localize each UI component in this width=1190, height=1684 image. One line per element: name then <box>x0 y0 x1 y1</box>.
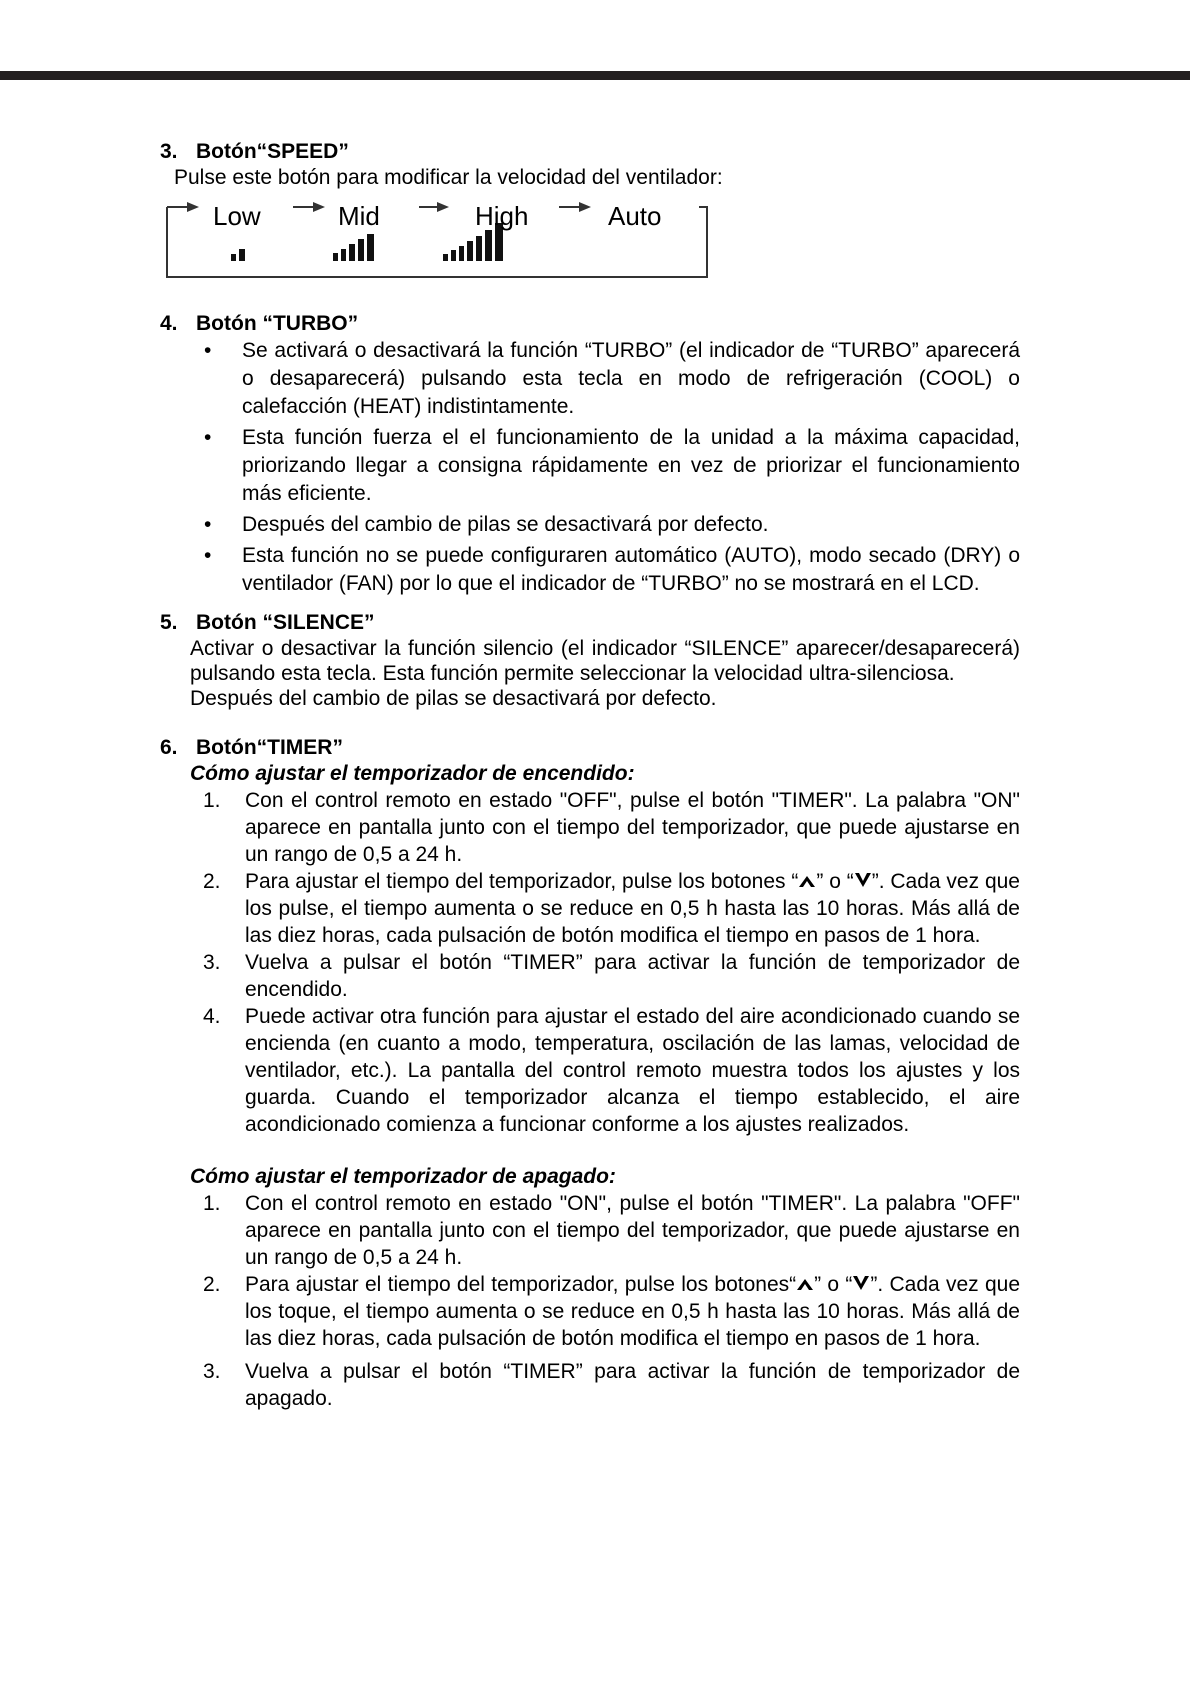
fan-speed-diagram <box>165 197 705 275</box>
header-rule <box>0 71 1190 80</box>
down-arrow-icon <box>852 1275 870 1291</box>
signal-bars-mid-icon <box>333 234 374 261</box>
speed-intro: Pulse este botón para modificar la velocidad del ventilador: <box>174 166 723 189</box>
list-item: 1. Con el control remoto en estado "OFF", pulse el botón "TIMER". La palabra "ON" aparece en pantalla junto con el tiempo del temporizador, que puede ajustarse en un rango de 0,5 a 24 h. <box>203 789 1020 866</box>
silence-heading: 5. Botón “SILENCE” <box>160 611 375 634</box>
list-item: 3. Vuelva a pulsar el botón “TIMER” para activar la función de temporizador de apagado. <box>203 1360 1020 1410</box>
arrow-icon <box>313 202 325 212</box>
signal-bars-low-icon <box>231 249 245 261</box>
page-content <box>160 139 1020 1412</box>
list-item: 1. Con el control remoto en estado "ON", pulse el botón "TIMER". La palabra "OFF" aparece en pantalla junto con el tiempo del temporizador, que puede ajustarse en un rango de 0,5 a 24 h. <box>203 1192 1020 1269</box>
speed-label-low: Low <box>213 201 261 231</box>
list-item: • Esta función no se puede configuraren automático (AUTO), modo secado (DRY) o ventilador (FAN) por lo que el indicador de “TURBO” no se mostrará en el LCD. <box>242 542 1020 598</box>
timer-heading: 6. Botón“TIMER” <box>160 736 343 759</box>
turbo-heading: 4. Botón “TURBO” <box>160 312 359 335</box>
arrow-icon <box>187 202 199 212</box>
timer-off-steps <box>160 1190 1020 1412</box>
silence-paragraph: Activar o desactivar la función silencio (el indicador “SILENCE” aparecer/desaparecerá) pulsando esta tecla. Esta función permite seleccionar la velocidad ultra-silenciosa. <box>190 637 1020 685</box>
list-item: • Después del cambio de pilas se desactivará por defecto. <box>242 511 1020 539</box>
speed-heading: 3. Botón“SPEED” <box>160 140 349 163</box>
list-item: • Esta función fuerza el el funcionamiento de la unidad a la máxima capacidad, priorizando llegar a consigna rápidamente en vez de priorizar el funcionamiento más eficiente. <box>242 424 1020 508</box>
speed-label-high: High <box>475 201 529 231</box>
list-item: 3. Vuelva a pulsar el botón “TIMER” para activar la función de temporizador de encendido. <box>203 951 1020 1001</box>
list-item: 4. Puede activar otra función para ajustar el estado del aire acondicionado cuando se encienda (en cuanto a modo, temperatura, oscilación de las lamas, velocidad de ventilador, etc.). La pantalla del control remoto muestra todos los ajustes y los guarda. Cuando el temporizador alcanza el tiempo establecido, el aire acondicionado comienza a funcionar conforme a los ajustes realizados. <box>203 1005 1020 1136</box>
up-arrow-icon <box>796 1277 814 1291</box>
list-item: • Se activará o desactivará la función “TURBO” (el indicador de “TURBO” aparecerá o desaparecerá) pulsando esta tecla en modo de refrigeración (COOL) o calefacción (HEAT) indistintamente. <box>242 337 1020 421</box>
list-item: 2. Para ajustar el tiempo del temporizador, pulse los botones “ ” o “ ”. Cada vez que los pulse, el tiempo aumenta o se reduce en 0,5 h hasta las 10 horas. Más allá de las diez horas, cada pulsación de botón modifica el tiempo en pasos de 1 hora. <box>203 870 1020 947</box>
silence-note: Después del cambio de pilas se desactivará por defecto. <box>190 687 717 710</box>
up-arrow-icon <box>798 874 816 888</box>
timer-on-subtitle: Cómo ajustar el temporizador de encendido: <box>190 762 635 785</box>
list-item: 2. Para ajustar el tiempo del temporizador, pulse los botones“ ” o “ ”. Cada vez que los toque, el tiempo aumenta o se reduce en 0,5 h hasta las 10 horas. Más allá de las diez horas, cada pulsación de botón modifica el tiempo en pasos de 1 hora. <box>203 1273 1020 1350</box>
speed-label-auto: Auto <box>608 201 662 231</box>
arrow-icon <box>579 202 591 212</box>
down-arrow-icon <box>854 872 872 888</box>
speed-label-mid: Mid <box>338 201 380 231</box>
arrow-icon <box>437 202 449 212</box>
timer-on-steps <box>160 787 1020 1138</box>
timer-off-subtitle: Cómo ajustar el temporizador de apagado: <box>190 1165 616 1188</box>
turbo-bullet-list <box>160 337 1020 598</box>
